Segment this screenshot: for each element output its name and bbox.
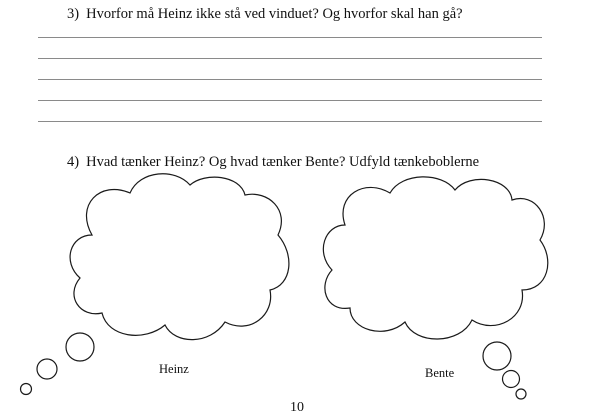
- bente-bubble-medium: [503, 371, 520, 388]
- heinz-bubble-small: [21, 384, 32, 395]
- heinz-label: Heinz: [159, 362, 189, 376]
- heinz-bubble-large: [66, 333, 94, 361]
- question-4-number: 4): [67, 154, 80, 170]
- question-4-text: Hvad tænker Heinz? Og hvad tænker Bente? Udfyld tænkeboblerne: [86, 154, 480, 170]
- bente-bubble-large: [483, 342, 511, 370]
- bente-bubble-small: [516, 389, 526, 399]
- bente-thought-cloud: [323, 177, 547, 339]
- page-number: 10: [290, 400, 304, 415]
- question-3-text: Hvorfor må Heinz ikke stå ved vinduet? Og hvorfor skal han gå?: [86, 6, 463, 22]
- question-3-number: 3): [67, 6, 80, 22]
- bente-label: Bente: [425, 366, 455, 380]
- heinz-thought-cloud: [70, 174, 289, 340]
- heinz-bubble-medium: [37, 359, 57, 379]
